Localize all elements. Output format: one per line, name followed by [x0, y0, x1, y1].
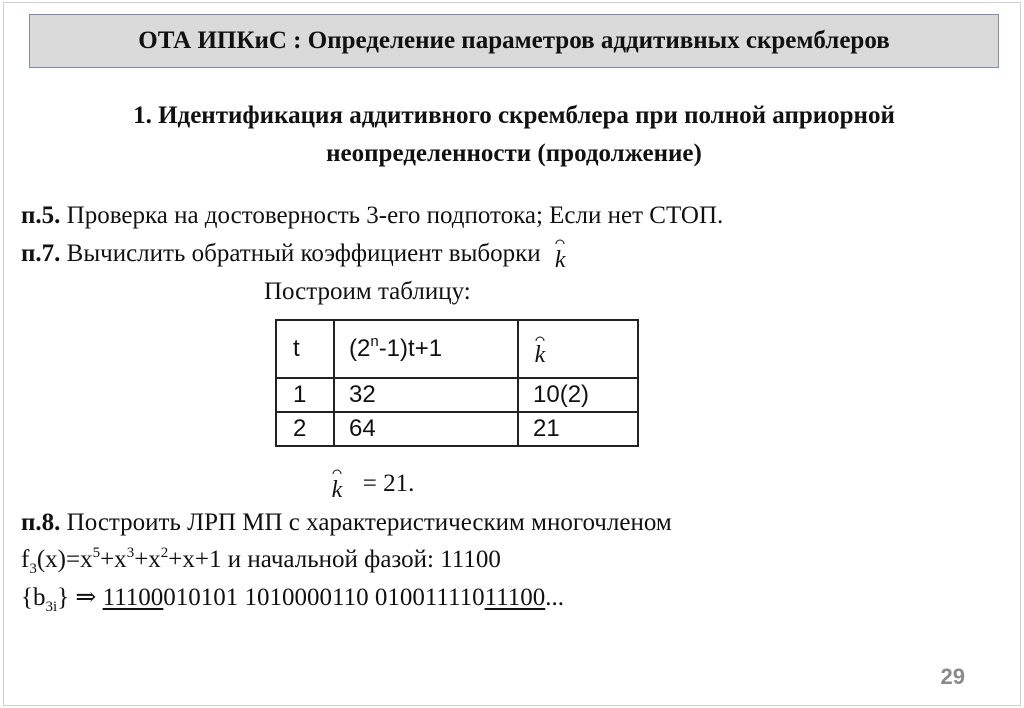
- cell-value: 32: [334, 378, 518, 412]
- seq-brace-close: }: [57, 584, 70, 611]
- poly-f-sub: 3: [29, 561, 37, 577]
- poly-exp-3: 2: [160, 545, 169, 561]
- section-heading-line-2: неопределенности (продолжение): [326, 140, 702, 167]
- poly-exp-2: 3: [126, 545, 135, 561]
- result-text: = 21.: [362, 470, 415, 497]
- cell-k: 10(2): [518, 378, 638, 412]
- poly-open: (x)=x: [36, 546, 93, 573]
- section-heading-line-1: 1. Идентификация аддитивного скремблера при полной априорной: [133, 102, 895, 129]
- arc-accent-icon: [331, 463, 343, 475]
- arc-accent-icon: [554, 233, 566, 245]
- seq-middle: 010101 1010000110 010011110: [163, 584, 485, 611]
- cell-t: 2: [276, 412, 334, 446]
- header-expression: [334, 320, 518, 378]
- step-8-label: п.8.: [21, 509, 61, 536]
- seq-brace-open: {b: [21, 584, 46, 611]
- step-5-text: Проверка на достоверность 3-его подпотока; Если нет СТОП.: [60, 202, 724, 229]
- poly-f: f: [21, 546, 30, 573]
- header-k-hat-symbol: [533, 342, 547, 369]
- step-5: [21, 201, 723, 231]
- step-7-label: п.7.: [21, 240, 61, 267]
- seq-sub: 3i: [45, 599, 58, 615]
- step-8-text: Построить ЛРП МП с характеристическим многочленом: [60, 509, 672, 536]
- header-expr-pre: (2: [349, 335, 371, 362]
- cell-value: 64: [334, 412, 518, 446]
- poly-plus-1: +x: [100, 546, 127, 573]
- seq-ellipsis: ...: [545, 584, 564, 611]
- k-letter: k: [554, 247, 566, 273]
- poly-plus-2: +x: [134, 546, 161, 573]
- k-letter: k: [534, 342, 546, 368]
- value-table: [275, 319, 639, 447]
- k-hat-symbol: [553, 245, 567, 275]
- slide: [3, 2, 1021, 706]
- poly-exp-1: 5: [92, 545, 101, 561]
- page-number: 29: [940, 664, 965, 689]
- slide-title: ОТА ИПКиС : Определение параметров аддитивных скремблеров: [138, 27, 890, 54]
- table-row: [276, 412, 638, 446]
- poly-tail: +x+1 и начальной фазой: 11100: [168, 546, 501, 573]
- section-heading: [24, 97, 1004, 173]
- k-letter: k: [331, 477, 343, 503]
- result-line: [330, 469, 415, 503]
- arc-accent-icon: [534, 330, 546, 342]
- k-hat-symbol: [330, 475, 344, 505]
- table-row: [276, 378, 638, 412]
- header-expr-sup: n: [370, 333, 379, 350]
- header-expr-post: -1)t+1: [378, 335, 443, 362]
- header-k-hat: [518, 320, 638, 378]
- sequence-line: [21, 583, 564, 613]
- seq-first-block: 11100: [102, 584, 164, 611]
- step-7: [21, 239, 567, 273]
- cell-t: 1: [276, 378, 334, 412]
- title-banner: [29, 14, 999, 68]
- seq-last-block: 11100: [484, 584, 546, 611]
- header-t: t: [276, 320, 334, 378]
- step-8: [21, 508, 672, 538]
- step-7-text: Вычислить обратный коэффициент выборки: [60, 240, 541, 267]
- table-header-row: [276, 320, 638, 378]
- step-5-label: п.5.: [21, 202, 61, 229]
- polynomial-line: [21, 545, 501, 575]
- cell-k: 21: [518, 412, 638, 446]
- table-caption: Построим таблицу:: [264, 278, 471, 305]
- implies-arrow-icon: ⇒: [75, 584, 97, 611]
